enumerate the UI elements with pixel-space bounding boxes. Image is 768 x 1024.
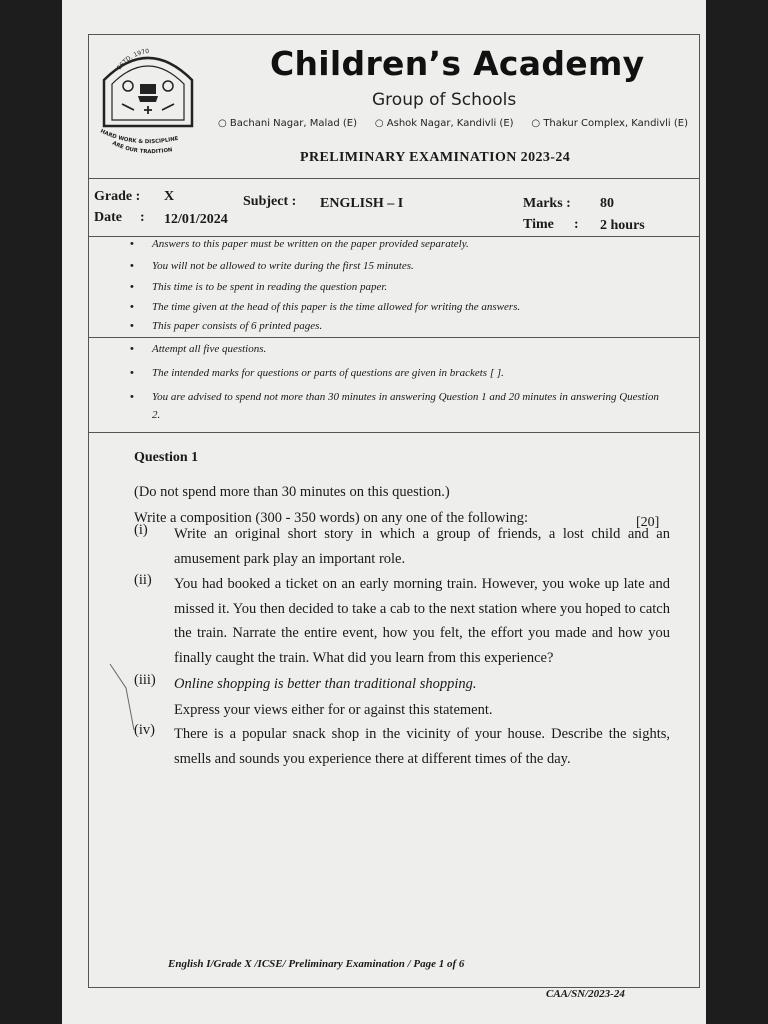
footer-left: English I/Grade X /ICSE/ Preliminary Examination / Page 1 of 6 <box>168 958 465 970</box>
question-note: (Do not spend more than 30 minutes on this question.) <box>134 484 450 500</box>
school-logo-icon <box>98 40 198 158</box>
marks-value: 80 <box>600 196 614 211</box>
divider <box>88 178 700 179</box>
marks-label: Marks : <box>523 196 571 211</box>
divider <box>88 432 700 433</box>
option-text: Online shopping is better than traditional shopping. <box>174 676 477 692</box>
grade-label: Grade : <box>94 189 141 204</box>
svg-text:ARE OUR TRADITION: ARE OUR TRADITION <box>111 140 173 156</box>
pencil-tick-icon <box>108 660 140 732</box>
option-text: Write an original short story in which a group of friends, a lost child and an amusement park play an important role. <box>174 526 670 567</box>
option-text: There is a popular snack shop in the vicinity of your house. Describe the sights, smells and sounds you experience there at different times of the day. <box>174 726 670 767</box>
svg-text:ESTD. 1970: ESTD. 1970 <box>115 47 150 72</box>
branch-item: ○ Bachani Nagar, Malad (E) <box>218 118 358 129</box>
school-name: Children’s Academy <box>270 44 645 83</box>
question-marks: [20] <box>636 515 660 530</box>
time-label: Time <box>523 217 554 232</box>
time-colon: : <box>574 217 579 232</box>
exam-title: PRELIMINARY EXAMINATION 2023-24 <box>300 150 571 165</box>
date-colon: : <box>140 210 145 225</box>
subject-value: ENGLISH – I <box>320 196 404 211</box>
branch-list <box>218 118 688 129</box>
option-number: (i) <box>134 522 148 538</box>
date-value: 12/01/2024 <box>164 212 228 227</box>
subject-label: Subject : <box>243 194 297 209</box>
grade-value: X <box>164 189 175 204</box>
question-prompt: Write a composition (300 - 350 words) on any one of the following: <box>134 510 529 526</box>
branch-item: ○ Thakur Complex, Kandivli (E) <box>531 118 688 129</box>
option-text: Express your views either for or against this statement. <box>174 702 493 718</box>
option-number: (ii) <box>134 572 152 588</box>
footer-right: CAA/SN/2023-24 <box>546 988 625 1000</box>
option-number: (iv) <box>134 722 155 738</box>
svg-text:HARD WORK & DISCIPLINE: HARD WORK & DISCIPLINE <box>99 128 179 146</box>
time-value: 2 hours <box>600 218 645 233</box>
question-title: Question 1 <box>134 450 199 465</box>
branch-item: ○ Ashok Nagar, Kandivli (E) <box>374 118 514 129</box>
option-number: (iii) <box>134 672 156 688</box>
school-subtitle: Group of Schools <box>372 90 517 110</box>
divider <box>88 337 700 338</box>
option-text: You had booked a ticket on an early morning train. However, you woke up late and missed it. You then decided to take a cab to the next station where you hoped to catch the train. Narrate the entire event, how you felt, the effort you made and how you finally caught the train. What did you learn from this experience? <box>174 576 670 666</box>
date-label: Date <box>94 210 122 225</box>
